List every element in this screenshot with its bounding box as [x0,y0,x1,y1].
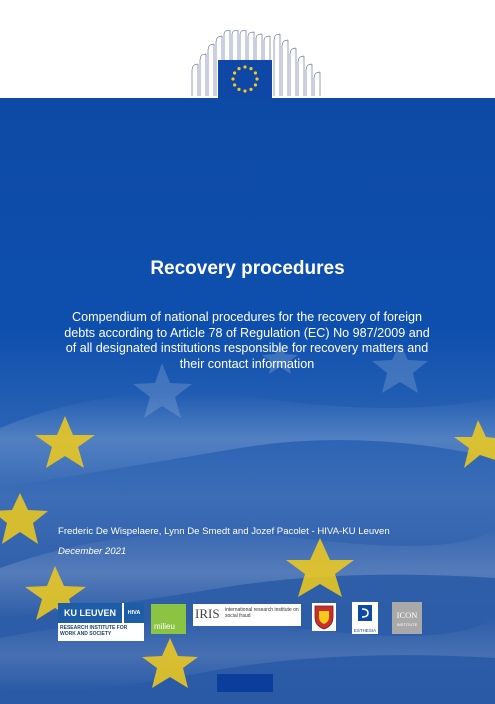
milieu-label: milieu [154,622,175,631]
header [0,0,495,98]
esthesia-label: ESTHESIA [353,628,377,633]
iris-label: IRIS [195,606,220,621]
icon-sublabel: INSTITUTE [396,622,418,627]
report-subtitle: Compendium of national procedures for the recovery of foreign debts according to Article 78 of Regulation (EC) No 987/2009 and of all designated institutions responsible for recovery matters and their contact information [64,310,430,371]
icon-institute-logo [392,602,422,634]
icon-label: ICON [396,610,418,620]
crest-logo [312,603,336,631]
eu-flag-icon [218,60,272,98]
crest-icon [312,603,336,631]
ku-leuven-label: KU LEUVEN [58,603,122,623]
ku-leuven-hiva-logo [58,603,144,641]
publication-date: December 2021 [58,546,127,557]
esthesia-logo [352,602,378,634]
esthesia-mark-icon [352,602,378,624]
hiva-label: HIVA [124,603,144,623]
eu-stars-icon [218,60,272,98]
milieu-logo [151,604,186,634]
report-title: Recovery procedures [150,258,345,279]
authors: Frederic De Wispelaere, Lynn De Smedt and Jozef Pacolet - HIVA-KU Leuven [58,526,390,537]
cover-background [0,98,495,704]
bottom-bar [217,674,273,692]
iris-logo [193,604,301,626]
ku-leuven-subtitle: RESEARCH INSTITUTE FOR WORK AND SOCIETY [60,625,128,637]
iris-subtitle: international research institute on social fraud [225,607,299,619]
